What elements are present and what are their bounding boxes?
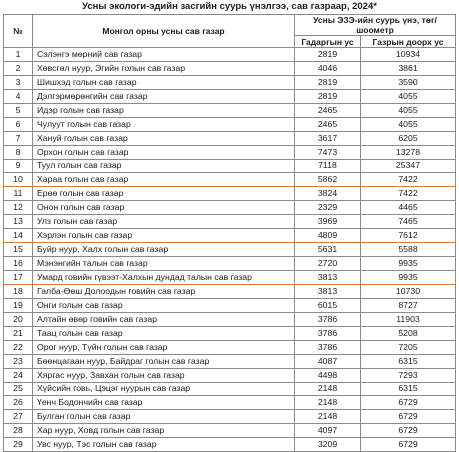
basin-name: Шишхэд голын сав газар (33, 75, 295, 89)
row-number: 4 (4, 89, 33, 103)
ground-water-price: 6729 (361, 396, 456, 410)
ground-water-price: 3590 (361, 75, 456, 89)
ground-water-price: 5588 (361, 243, 456, 257)
basin-name: Хар нуур, Ховд голын сав газар (33, 424, 295, 438)
row-number: 19 (4, 298, 33, 312)
row-number: 26 (4, 396, 33, 410)
table-body (4, 48, 456, 452)
row-number: 14 (4, 229, 33, 243)
ground-water-price: 10730 (361, 284, 456, 298)
surface-water-price: 2819 (295, 75, 361, 89)
basin-name: Бөөнцагаан нуур, Байдраг голын сав газар (33, 354, 295, 368)
surface-water-price: 2465 (295, 117, 361, 131)
row-number: 18 (4, 284, 33, 298)
surface-water-price: 5631 (295, 243, 361, 257)
row-number: 1 (4, 48, 33, 62)
ground-water-price: 6205 (361, 131, 456, 145)
row-number: 10 (4, 173, 33, 187)
basin-name: Туул голын сав газар (33, 159, 295, 173)
row-number: 9 (4, 159, 33, 173)
basin-name: Хүйсийн говь, Цэцэг нуурын сав газар (33, 382, 295, 396)
surface-water-price: 4097 (295, 424, 361, 438)
surface-water-price: 4046 (295, 61, 361, 75)
basin-name: Галба-Өөш Долоодын говийн сав газар (33, 284, 295, 298)
header-basin: Монгол орны усны сав газар (33, 15, 295, 48)
table-row (4, 201, 456, 215)
surface-water-price: 3813 (295, 271, 361, 285)
surface-water-price: 3969 (295, 215, 361, 229)
header-ground-water: Газрын доорх ус (361, 36, 456, 48)
table-row (4, 340, 456, 354)
ground-water-price: 6729 (361, 424, 456, 438)
table-row (4, 382, 456, 396)
surface-water-price: 3209 (295, 438, 361, 452)
surface-water-price: 3786 (295, 340, 361, 354)
basin-name: Алтайн өвөр говийн сав газар (33, 312, 295, 326)
basin-name: Идэр голын сав газар (33, 103, 295, 117)
basin-name: Үенч Бодончийн сав газар (33, 396, 295, 410)
basin-name: Хануй голын сав газар (33, 131, 295, 145)
ground-water-price: 7612 (361, 229, 456, 243)
ground-water-price: 3861 (361, 61, 456, 75)
surface-water-price: 7473 (295, 145, 361, 159)
basin-name: Таац голын сав газар (33, 326, 295, 340)
surface-water-price: 3617 (295, 131, 361, 145)
surface-water-price: 2329 (295, 201, 361, 215)
surface-water-price: 2148 (295, 382, 361, 396)
table-row (4, 284, 456, 298)
table-title: Усны экологи-эдийн засгийн суурь үнэлгээ, сав газраар, 2024* (82, 1, 377, 12)
surface-water-price: 3786 (295, 312, 361, 326)
header-base-price: Усны ЭЗЭ-ийн суурь үнэ, төг/шоометр (295, 15, 456, 36)
ground-water-price: 9935 (361, 271, 456, 285)
ground-water-price: 4465 (361, 201, 456, 215)
ground-water-price: 9935 (361, 257, 456, 271)
row-number: 13 (4, 215, 33, 229)
table-row (4, 424, 456, 438)
basin-name: Хөвсгөл нуур, Эгийн голын сав газар (33, 61, 295, 75)
basin-name: Онон голын сав газар (33, 201, 295, 215)
ground-water-price: 6315 (361, 354, 456, 368)
row-number: 8 (4, 145, 33, 159)
basin-name: Хяргас нуур, Завхан голын сав газар (33, 368, 295, 382)
table-row (4, 257, 456, 271)
row-number: 2 (4, 61, 33, 75)
row-number: 5 (4, 103, 33, 117)
row-number: 7 (4, 131, 33, 145)
table-row (4, 215, 456, 229)
row-number: 15 (4, 243, 33, 257)
basin-name: Булган голын сав газар (33, 410, 295, 424)
basin-name: Буйр нуур, Халх голын сав газар (33, 243, 295, 257)
ground-water-price: 7465 (361, 215, 456, 229)
surface-water-price: 2148 (295, 410, 361, 424)
header-surface-water: Гадаргын ус (295, 36, 361, 48)
row-number: 20 (4, 312, 33, 326)
table-row (4, 89, 456, 103)
ground-water-price: 25347 (361, 159, 456, 173)
table-row (4, 271, 456, 285)
table-row (4, 438, 456, 452)
table-row (4, 173, 456, 187)
table-row (4, 48, 456, 62)
ground-water-price: 6729 (361, 410, 456, 424)
row-number: 23 (4, 354, 33, 368)
ground-water-price: 4055 (361, 117, 456, 131)
table-row (4, 61, 456, 75)
ground-water-price: 6729 (361, 438, 456, 452)
row-number: 6 (4, 117, 33, 131)
surface-water-price: 4809 (295, 229, 361, 243)
ground-water-price: 7205 (361, 340, 456, 354)
surface-water-price: 3813 (295, 284, 361, 298)
table-row (4, 131, 456, 145)
table-row (4, 75, 456, 89)
basin-name: Сэлэнгэ мөрний сав газар (33, 48, 295, 62)
surface-water-price: 7118 (295, 159, 361, 173)
table-row (4, 187, 456, 201)
ground-water-price: 7293 (361, 368, 456, 382)
row-number: 21 (4, 326, 33, 340)
surface-water-price: 2819 (295, 89, 361, 103)
ground-water-price: 6315 (361, 382, 456, 396)
basin-name: Хэрлэн голын сав газар (33, 229, 295, 243)
surface-water-price: 4087 (295, 354, 361, 368)
row-number: 27 (4, 410, 33, 424)
row-number: 29 (4, 438, 33, 452)
table-row (4, 103, 456, 117)
row-number: 11 (4, 187, 33, 201)
ground-water-price: 5208 (361, 326, 456, 340)
table-row (4, 117, 456, 131)
row-number: 25 (4, 382, 33, 396)
row-number: 22 (4, 340, 33, 354)
table-row (4, 368, 456, 382)
row-number: 28 (4, 424, 33, 438)
surface-water-price: 2720 (295, 257, 361, 271)
table-row (4, 159, 456, 173)
table-row (4, 396, 456, 410)
surface-water-price: 2465 (295, 103, 361, 117)
table-row (4, 410, 456, 424)
basin-name: Улз голын сав газар (33, 215, 295, 229)
basin-name: Чулуут голын сав газар (33, 117, 295, 131)
row-number: 16 (4, 257, 33, 271)
surface-water-price: 3786 (295, 326, 361, 340)
surface-water-price: 6015 (295, 298, 361, 312)
ground-water-price: 4055 (361, 89, 456, 103)
row-number: 24 (4, 368, 33, 382)
water-valuation-table (3, 14, 456, 452)
ground-water-price: 13278 (361, 145, 456, 159)
basin-name: Дэлгэрмөрөнгийн сав газар (33, 89, 295, 103)
surface-water-price: 3824 (295, 187, 361, 201)
basin-name: Орхон голын сав газар (33, 145, 295, 159)
basin-name: Онги голын сав газар (33, 298, 295, 312)
ground-water-price: 10934 (361, 48, 456, 62)
surface-water-price: 2819 (295, 48, 361, 62)
basin-name: Ерөө голын сав газар (33, 187, 295, 201)
basin-name: Умард говийн гүвээт-Халхын дундад талын сав газар (33, 271, 295, 285)
table-row (4, 354, 456, 368)
table-row (4, 145, 456, 159)
table-row (4, 326, 456, 340)
ground-water-price: 8727 (361, 298, 456, 312)
row-number: 12 (4, 201, 33, 215)
surface-water-price: 2148 (295, 396, 361, 410)
row-number: 3 (4, 75, 33, 89)
surface-water-price: 5862 (295, 173, 361, 187)
ground-water-price: 7422 (361, 173, 456, 187)
basin-name: Увс нуур, Тэс голын сав газар (33, 438, 295, 452)
surface-water-price: 4498 (295, 368, 361, 382)
ground-water-price: 4055 (361, 103, 456, 117)
basin-name: Орог нуур, Түйн голын сав газар (33, 340, 295, 354)
ground-water-price: 7422 (361, 187, 456, 201)
table-row (4, 229, 456, 243)
basin-name: Хараа голын сав газар (33, 173, 295, 187)
table-row (4, 243, 456, 257)
row-number: 17 (4, 271, 33, 285)
basin-name: Мэнэнгийн талын сав газар (33, 257, 295, 271)
table-row (4, 312, 456, 326)
header-no: № (4, 15, 33, 48)
ground-water-price: 11903 (361, 312, 456, 326)
table-row (4, 298, 456, 312)
